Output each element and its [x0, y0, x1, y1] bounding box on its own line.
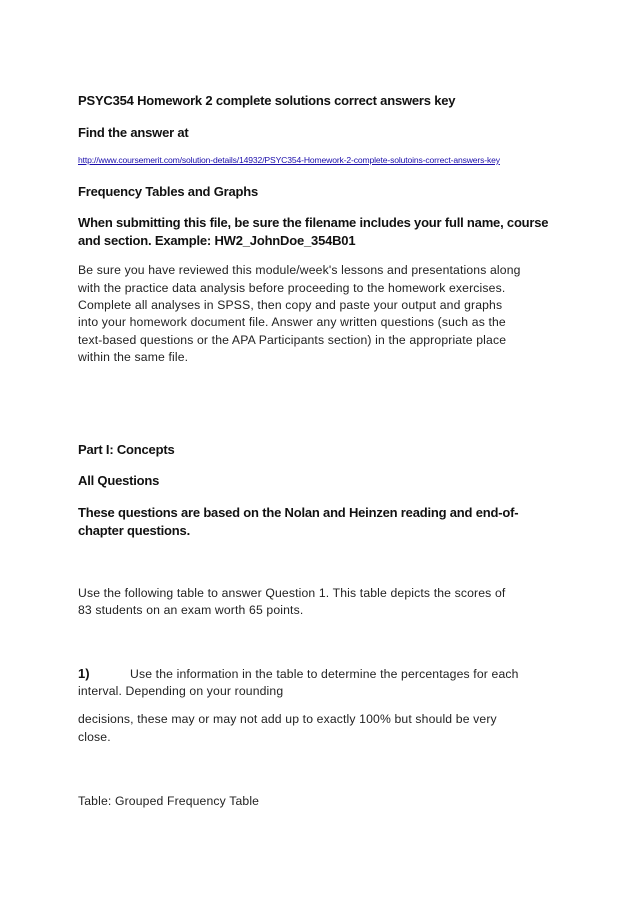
- intro-line-6: within the same file.: [78, 350, 189, 364]
- question-1-line-1: Use the information in the table to determine the percentages for each: [130, 667, 519, 681]
- table-intro-line-1: Use the following table to answer Question 1. This table depicts the scores of: [78, 586, 506, 600]
- based-on-line-1: These questions are based on the Nolan and Heinzen reading and end-of-: [78, 505, 519, 520]
- document-title: PSYC354 Homework 2 complete solutions correct answers key: [78, 93, 456, 108]
- answer-link[interactable]: http://www.coursemerit.com/solution-details/14932/PSYC354-Homework-2-complete-solutoins-correct-answers-key: [78, 155, 500, 165]
- intro-line-2: with the practice data analysis before proceeding to the homework exercises.: [78, 281, 506, 295]
- part-heading: Part I: Concepts: [78, 442, 175, 457]
- submit-note-line-2: and section. Example: HW2_JohnDoe_354B01: [78, 233, 356, 248]
- table-intro-line-2: 83 students on an exam worth 65 points.: [78, 603, 304, 617]
- question-1-number: 1): [78, 666, 90, 681]
- all-questions-label: All Questions: [78, 473, 160, 488]
- question-1-line-3: decisions, these may or may not add up to exactly 100% but should be very: [78, 712, 497, 726]
- find-answer-label: Find the answer at: [78, 125, 189, 140]
- table-caption: Table: Grouped Frequency Table: [78, 794, 260, 808]
- intro-line-4: into your homework document file. Answer any written questions (such as the: [78, 315, 506, 329]
- intro-line-3: Complete all analyses in SPSS, then copy and paste your output and graphs: [78, 298, 503, 312]
- submit-note-line-1: When submitting this file, be sure the filename includes your full name, course: [78, 215, 549, 230]
- question-1-line-4: close.: [78, 730, 111, 744]
- intro-line-5: text-based questions or the APA Participants section) in the appropriate place: [78, 333, 507, 347]
- section-heading: Frequency Tables and Graphs: [78, 184, 259, 199]
- intro-line-1: Be sure you have reviewed this module/week's lessons and presentations along: [78, 263, 521, 277]
- question-1-line-2: interval. Depending on your rounding: [78, 684, 284, 698]
- based-on-line-2: chapter questions.: [78, 523, 190, 538]
